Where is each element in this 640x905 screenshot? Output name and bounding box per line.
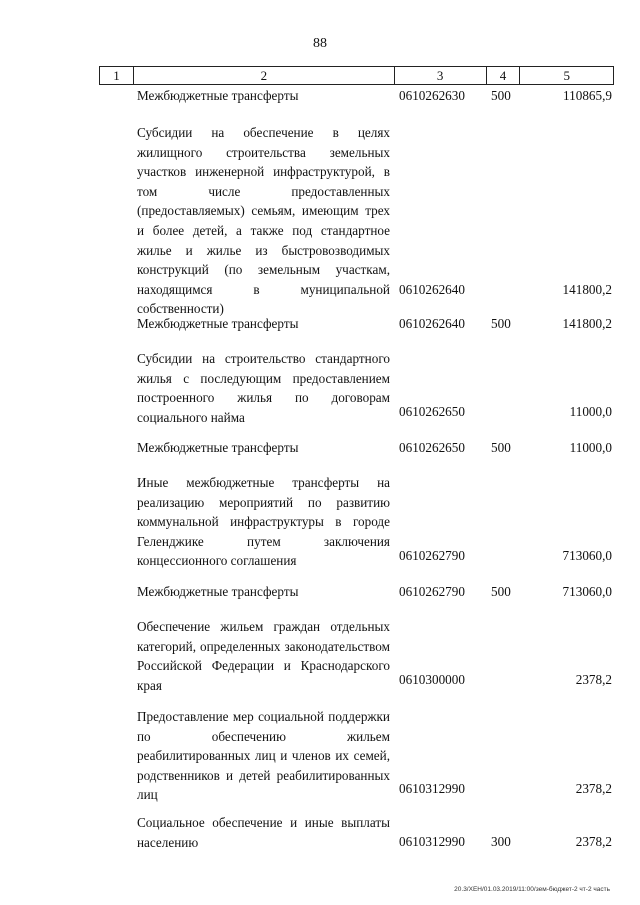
row-amount: 141800,2 bbox=[562, 282, 612, 297]
row-code: 0610262630 bbox=[399, 88, 465, 103]
row-code: 0610262790 bbox=[399, 584, 465, 599]
row-name: Предоставление мер социальной поддержки по обеспечению жильем реабилитированных лиц и членов их семей, родственников и детей реабилитированных лиц bbox=[137, 709, 390, 803]
row-vr: 500 bbox=[491, 316, 511, 331]
row-name: Межбюджетные трансферты bbox=[137, 316, 299, 331]
row-name: Межбюджетные трансферты bbox=[137, 440, 299, 455]
row-vr: 500 bbox=[491, 88, 511, 103]
row-vr: 500 bbox=[491, 440, 511, 455]
row-code: 0610312990 bbox=[399, 834, 465, 849]
row-name: Межбюджетные трансферты bbox=[137, 584, 299, 599]
row-code: 0610262650 bbox=[399, 440, 465, 455]
row-code: 0610262790 bbox=[399, 548, 465, 563]
row-name: Межбюджетные трансферты bbox=[137, 88, 299, 103]
row-amount: 110865,9 bbox=[563, 88, 612, 103]
row-amount: 713060,0 bbox=[562, 584, 612, 599]
row-amount: 713060,0 bbox=[562, 548, 612, 563]
row-amount: 11000,0 bbox=[569, 440, 612, 455]
footer-stamp: 20.3/ХЕН/01.03.2019/11:00/зем-бюджет-2 чт-2 часть bbox=[454, 886, 610, 893]
header-col-1: 1 bbox=[100, 67, 134, 84]
row-code: 0610262650 bbox=[399, 404, 465, 419]
row-name: Субсидии на обеспечение в целях жилищного строительства земельных участков инженерной инфраструктурой, в том числе предоставленных (предоставляемых) семьям, имеющим трех и более детей, а также под стандартное жилье и жилье из быстровозводимых конструкций (по земельным участкам, находящимся в муниципальной собственности) bbox=[137, 125, 390, 317]
row-amount: 2378,2 bbox=[575, 781, 612, 796]
row-amount: 11000,0 bbox=[569, 404, 612, 419]
header-col-2: 2 bbox=[134, 67, 395, 84]
row-amount: 141800,2 bbox=[562, 316, 612, 331]
row-amount: 2378,2 bbox=[575, 672, 612, 687]
header-col-5: 5 bbox=[563, 68, 570, 83]
row-code: 0610300000 bbox=[399, 672, 465, 687]
row-vr: 300 bbox=[491, 834, 511, 849]
page-number: 88 bbox=[313, 36, 327, 51]
row-amount: 2378,2 bbox=[575, 834, 612, 849]
row-name: Обеспечение жильем граждан отдельных категорий, определенных законодательством Российской Федерации и Краснодарского края bbox=[137, 619, 390, 693]
table-header bbox=[99, 66, 614, 85]
row-name: Социальное обеспечение и иные выплаты населению bbox=[137, 815, 390, 850]
header-col-3: 3 bbox=[395, 67, 487, 84]
row-code: 0610312990 bbox=[399, 781, 465, 796]
row-vr: 500 bbox=[491, 584, 511, 599]
row-code: 0610262640 bbox=[399, 316, 465, 331]
header-col-4: 4 bbox=[487, 67, 521, 84]
row-name: Иные межбюджетные трансферты на реализацию мероприятий по развитию коммунальной инфраструктуры в городе Геленджике путем заключения концессионного соглашения bbox=[137, 475, 390, 569]
row-code: 0610262640 bbox=[399, 282, 465, 297]
row-name: Субсидии на строительство стандартного жилья с последующим предоставлением построенного жилья по договорам социального найма bbox=[137, 351, 390, 425]
